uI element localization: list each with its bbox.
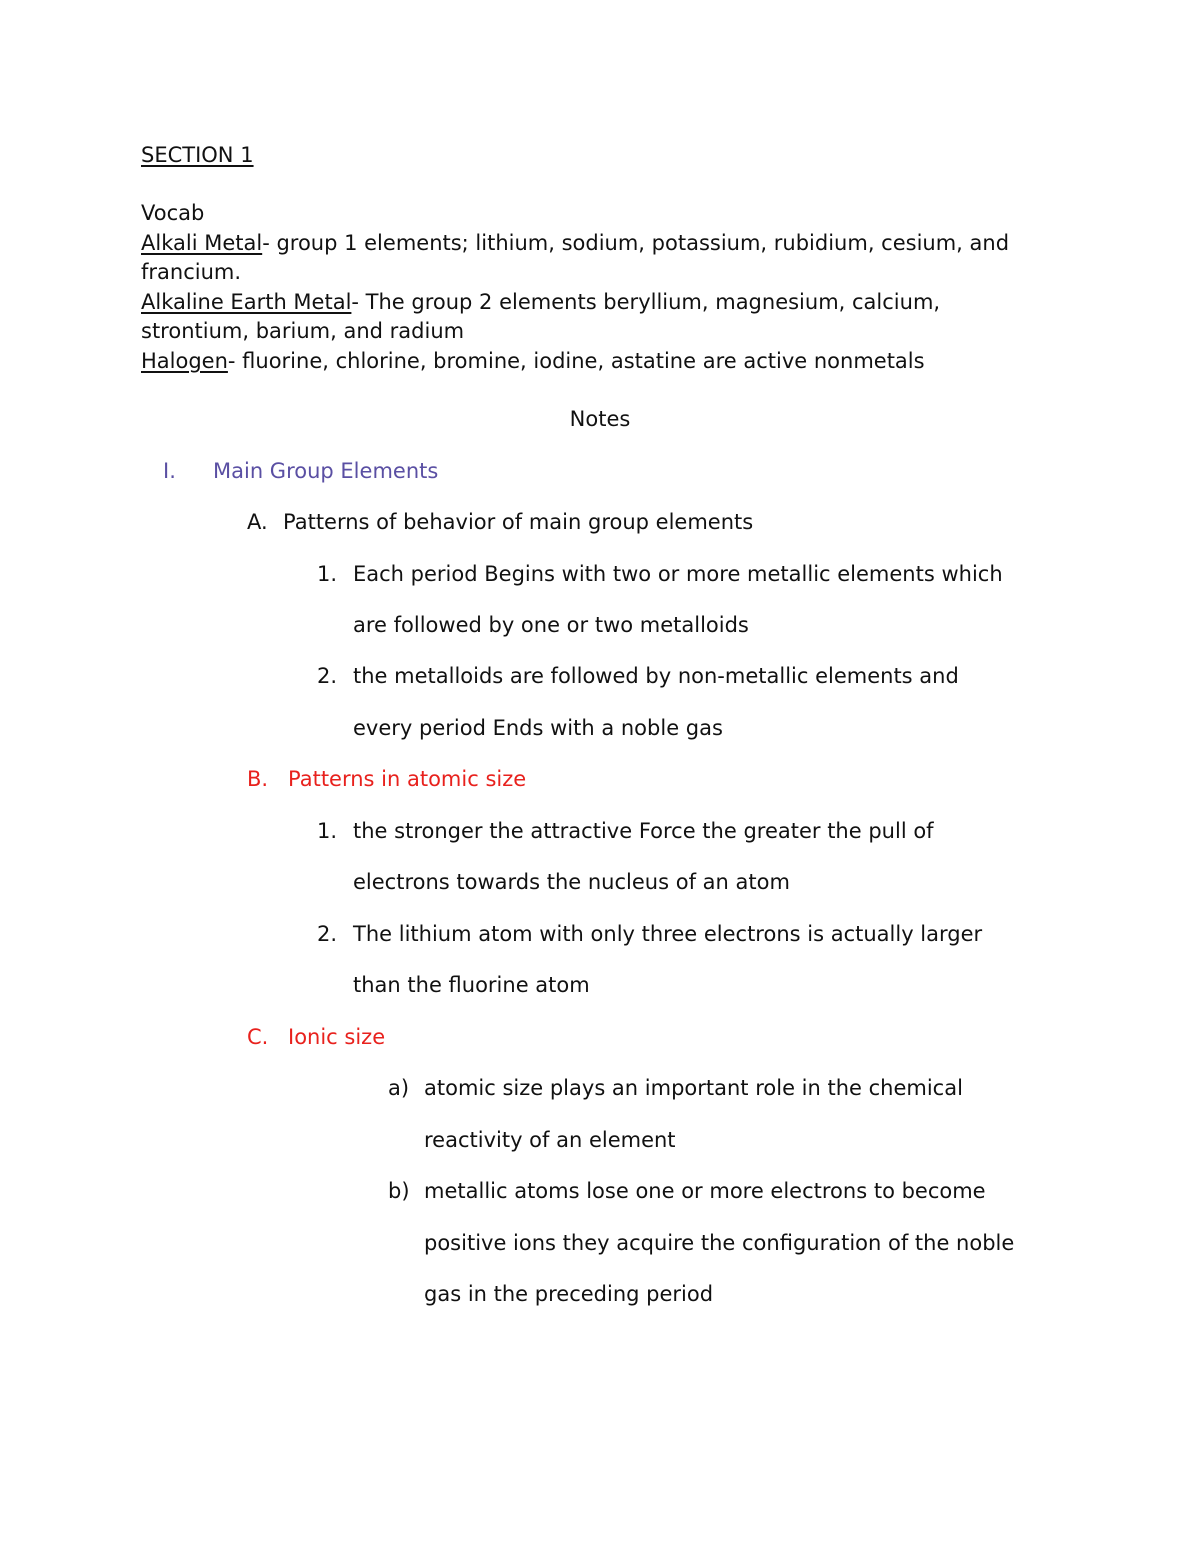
point-b2-text: The lithium atom with only three electrons is actually larger [353,922,983,946]
point-cb-text: metallic atoms lose one or more electrons to become [424,1179,986,1203]
point-b1-text-continued: electrons towards the nucleus of an atom [353,870,790,894]
vocab-definition: - The group 2 elements beryllium, magnesium, calcium, [351,290,941,314]
section-c-title: Ionic size [288,1025,386,1049]
vocab-definition-continued: strontium, barium, and radium [141,319,465,343]
point-a2-marker: 2. [317,664,338,688]
point-a1-marker: 1. [317,562,338,586]
point-ca-text-continued: reactivity of an element [424,1128,676,1152]
point-cb-text-continued: positive ions they acquire the configuration of the noble [424,1231,1015,1255]
section-b-title: Patterns in atomic size [288,767,527,791]
section-b-marker: B. [247,767,269,791]
point-cb-marker: b) [388,1179,410,1203]
point-a2-text-continued: every period Ends with a noble gas [353,716,723,740]
outline-roman-title: Main Group Elements [213,459,439,483]
point-a1-text: Each period Begins with two or more metallic elements which [353,562,1003,586]
vocab-heading: Vocab [141,201,205,225]
point-cb-text-continued: gas in the preceding period [424,1282,714,1306]
point-b1-marker: 1. [317,819,338,843]
point-ca-text: atomic size plays an important role in the chemical [424,1076,963,1100]
vocab-item-alkaline-earth-metal [141,287,940,317]
vocab-definition-continued: francium. [141,260,242,284]
section-title: SECTION 1 [141,143,254,167]
vocab-term: Alkaline Earth Metal [141,290,352,314]
outline-roman-marker: I. [163,459,176,483]
section-c-marker: C. [247,1025,269,1049]
vocab-item-alkali-metal [141,228,1009,258]
vocab-definition: - fluorine, chlorine, bromine, iodine, astatine are active nonmetals [227,349,925,373]
section-a-marker: A. [247,510,268,534]
vocab-item-halogen [141,346,925,376]
point-a2-text: the metalloids are followed by non-metallic elements and [353,664,959,688]
notes-heading: Notes [569,407,631,431]
point-ca-marker: a) [388,1076,410,1100]
vocab-definition: - group 1 elements; lithium, sodium, potassium, rubidium, cesium, and [262,231,1010,255]
point-b1-text: the stronger the attractive Force the greater the pull of [353,819,934,843]
point-b2-marker: 2. [317,922,338,946]
vocab-term: Halogen [141,349,228,373]
point-b2-text-continued: than the fluorine atom [353,973,590,997]
section-a-title: Patterns of behavior of main group elements [283,510,754,534]
vocab-term: Alkali Metal [141,231,263,255]
point-a1-text-continued: are followed by one or two metalloids [353,613,749,637]
